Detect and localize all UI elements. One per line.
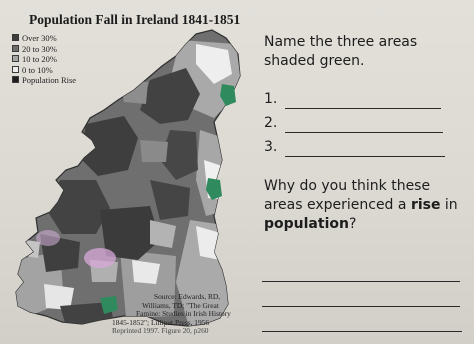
legend-item <box>12 75 132 86</box>
source-citation <box>112 293 262 336</box>
question-2-text-mid: in <box>440 197 458 213</box>
legend-swatch-over-30 <box>12 34 19 41</box>
question-2-text-end: ? <box>348 216 357 232</box>
response-line-3[interactable] <box>262 331 462 332</box>
map-legend <box>12 33 132 86</box>
question-2 <box>264 177 469 234</box>
question-2-emphasis-rise: rise <box>410 197 441 213</box>
question-2-emphasis-population: population <box>264 216 349 232</box>
legend-item <box>12 44 132 55</box>
legend-label: Over 30% <box>22 33 57 43</box>
source-line: 1845-1852"; Lilliput Press, 1956 <box>112 317 210 327</box>
legend-label: 10 to 20% <box>22 54 57 64</box>
question-2-text: Why do you think these areas experienced a <box>264 178 431 213</box>
legend-swatch-10-20 <box>12 55 19 62</box>
legend-swatch-20-30 <box>12 45 19 52</box>
source-line: Williams, TD; "The Great <box>142 300 219 310</box>
legend-swatch-rise <box>12 76 19 83</box>
legend-label: 20 to 30% <box>22 43 57 54</box>
legend-item <box>12 33 132 44</box>
legend-swatch-0-10 <box>12 66 19 73</box>
legend-label: 0 to 10% <box>22 64 53 75</box>
source-line: Reprinted 1997. Figure 20, p260 <box>112 326 209 336</box>
legend-item <box>12 65 132 76</box>
map-title: Population Fall in Ireland 1841-1851 <box>29 12 241 27</box>
answer-number-3: 3. <box>264 139 278 155</box>
answer-number-2: 2. <box>264 115 278 131</box>
answer-line-1[interactable] <box>285 108 441 109</box>
source-line: Source: Edwards, RD, <box>154 292 221 301</box>
response-line-1[interactable] <box>262 281 460 282</box>
answer-line-2[interactable] <box>285 132 443 133</box>
response-line-2[interactable] <box>262 306 460 307</box>
legend-label: Population Rise <box>22 75 77 85</box>
answer-line-3[interactable] <box>285 156 445 157</box>
source-line: Famine: Studies in Irish History <box>136 309 231 319</box>
answer-number-1: 1. <box>264 91 278 107</box>
question-1: Name the three areas shaded green. <box>264 34 418 69</box>
legend-item <box>12 54 132 65</box>
